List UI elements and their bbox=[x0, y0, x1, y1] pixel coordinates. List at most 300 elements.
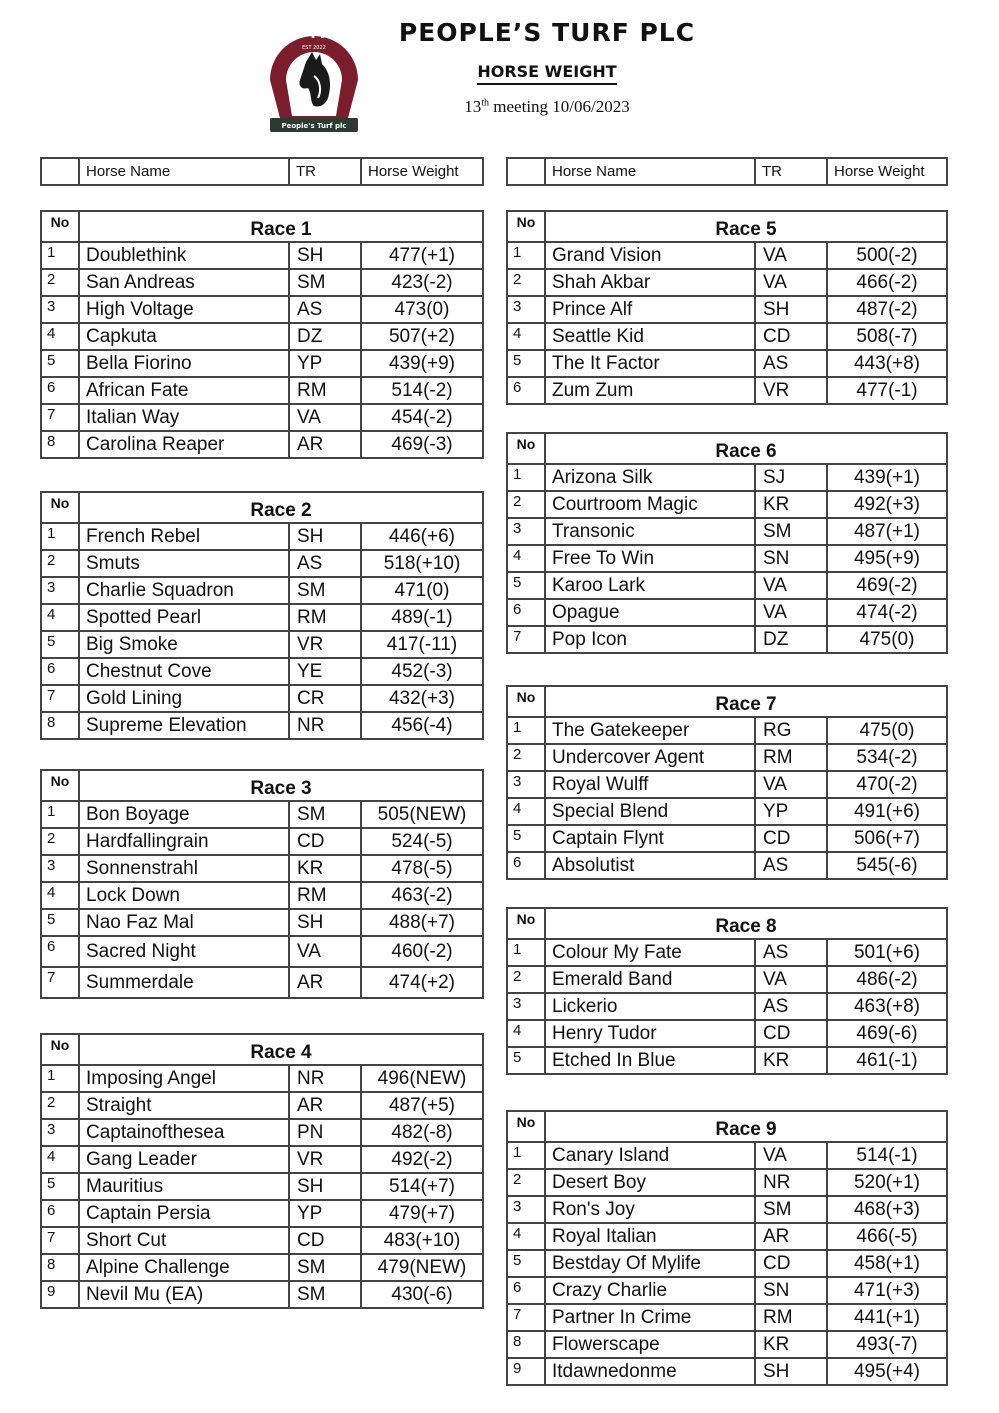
race-no-header: No bbox=[41, 492, 79, 523]
table-row bbox=[507, 993, 947, 1020]
trainer-code: SM bbox=[289, 801, 361, 828]
table-row bbox=[41, 631, 483, 658]
trainer-code: SM bbox=[289, 1254, 361, 1281]
table-row bbox=[507, 296, 947, 323]
trainer-code: RM bbox=[289, 604, 361, 631]
horse-weight: 505(NEW) bbox=[361, 801, 483, 828]
horse-weight: 483(+10) bbox=[361, 1227, 483, 1254]
table-row bbox=[41, 967, 483, 998]
horse-name: Special Blend bbox=[545, 798, 755, 825]
header-no-cell bbox=[507, 158, 545, 185]
table-row bbox=[41, 1173, 483, 1200]
horse-name: French Rebel bbox=[79, 523, 289, 550]
horse-weight: 441(+1) bbox=[827, 1304, 947, 1331]
horse-weight: 501(+6) bbox=[827, 939, 947, 966]
table-row bbox=[41, 550, 483, 577]
table-row bbox=[507, 1020, 947, 1047]
horse-number: 4 bbox=[507, 1020, 545, 1047]
horse-weight: 473(0) bbox=[361, 296, 483, 323]
horse-weight: 443(+8) bbox=[827, 350, 947, 377]
header-horse-weight: Horse Weight bbox=[827, 158, 947, 185]
horse-name: Henry Tudor bbox=[545, 1020, 755, 1047]
horse-weight: 474(-2) bbox=[827, 599, 947, 626]
horse-name: Nevil Mu (EA) bbox=[79, 1281, 289, 1308]
horse-number: 1 bbox=[507, 1142, 545, 1169]
trainer-code: SM bbox=[755, 1196, 827, 1223]
horse-name: Mauritius bbox=[79, 1173, 289, 1200]
trainer-code: SJ bbox=[755, 464, 827, 491]
horse-number: 3 bbox=[41, 296, 79, 323]
horse-number: 1 bbox=[507, 717, 545, 744]
horse-number: 5 bbox=[41, 1173, 79, 1200]
horse-name: Supreme Elevation bbox=[79, 712, 289, 739]
horse-name: Bestday Of Mylife bbox=[545, 1250, 755, 1277]
race-9-table bbox=[506, 1110, 948, 1386]
horse-name: Flowerscape bbox=[545, 1331, 755, 1358]
horse-weight: 478(-5) bbox=[361, 855, 483, 882]
horse-name: Smuts bbox=[79, 550, 289, 577]
horse-weight: 492(-2) bbox=[361, 1146, 483, 1173]
table-row bbox=[41, 1092, 483, 1119]
horse-weight: 486(-2) bbox=[827, 966, 947, 993]
column-header-right bbox=[506, 157, 948, 186]
horse-name: Royal Italian bbox=[545, 1223, 755, 1250]
table-row bbox=[507, 1331, 947, 1358]
trainer-code: SH bbox=[289, 1173, 361, 1200]
table-row bbox=[41, 712, 483, 739]
horse-weight: 454(-2) bbox=[361, 404, 483, 431]
table-row bbox=[507, 377, 947, 404]
horse-number: 1 bbox=[41, 801, 79, 828]
table-row bbox=[507, 464, 947, 491]
horse-name: Transonic bbox=[545, 518, 755, 545]
table-row bbox=[507, 717, 947, 744]
race-title: Race 4 bbox=[79, 1034, 483, 1065]
horse-number: 7 bbox=[507, 1304, 545, 1331]
horse-name: Absolutist bbox=[545, 852, 755, 879]
race-6-table bbox=[506, 432, 948, 654]
table-row bbox=[507, 1142, 947, 1169]
table-row bbox=[507, 1358, 947, 1385]
race-header-row bbox=[507, 686, 947, 717]
horse-name: Colour My Fate bbox=[545, 939, 755, 966]
trainer-code: SM bbox=[289, 1281, 361, 1308]
horse-name: Bella Fiorino bbox=[79, 350, 289, 377]
table-row bbox=[507, 939, 947, 966]
trainer-code: KR bbox=[289, 855, 361, 882]
horse-weight: 477(+1) bbox=[361, 242, 483, 269]
race-title: Race 6 bbox=[545, 433, 947, 464]
table-row bbox=[41, 404, 483, 431]
horse-name: Courtroom Magic bbox=[545, 491, 755, 518]
horse-weight: 495(+4) bbox=[827, 1358, 947, 1385]
table-row bbox=[507, 545, 947, 572]
horse-weight: 458(+1) bbox=[827, 1250, 947, 1277]
table-row bbox=[41, 523, 483, 550]
horse-weight: 508(-7) bbox=[827, 323, 947, 350]
horse-weight: 482(-8) bbox=[361, 1119, 483, 1146]
race-no-header: No bbox=[41, 770, 79, 801]
table-row bbox=[507, 1223, 947, 1250]
trainer-code: VR bbox=[755, 377, 827, 404]
horse-name: Lickerio bbox=[545, 993, 755, 1020]
horse-number: 5 bbox=[507, 1250, 545, 1277]
trainer-code: VA bbox=[755, 269, 827, 296]
horse-name: Italian Way bbox=[79, 404, 289, 431]
horse-weight: 474(+2) bbox=[361, 967, 483, 998]
table-row bbox=[41, 1200, 483, 1227]
horse-name: Hardfallingrain bbox=[79, 828, 289, 855]
trainer-code: AR bbox=[755, 1223, 827, 1250]
trainer-code: YP bbox=[289, 350, 361, 377]
race-8-table bbox=[506, 907, 948, 1075]
horse-name: Pop Icon bbox=[545, 626, 755, 653]
logo-banner-text: People's Turf plc bbox=[281, 122, 347, 130]
trainer-code: VA bbox=[755, 242, 827, 269]
horse-name: Bon Boyage bbox=[79, 801, 289, 828]
logo-est-text: EST 2022 bbox=[302, 45, 326, 51]
table-row bbox=[507, 825, 947, 852]
trainer-code: SN bbox=[755, 545, 827, 572]
trainer-code: SH bbox=[755, 1358, 827, 1385]
horse-weight: 466(-2) bbox=[827, 269, 947, 296]
race-title: Race 8 bbox=[545, 908, 947, 939]
trainer-code: SH bbox=[755, 296, 827, 323]
horse-weight: 446(+6) bbox=[361, 523, 483, 550]
trainer-code: VA bbox=[755, 771, 827, 798]
trainer-code: DZ bbox=[289, 323, 361, 350]
horse-weight: 463(-2) bbox=[361, 882, 483, 909]
horse-weight: 493(-7) bbox=[827, 1331, 947, 1358]
horse-number: 2 bbox=[41, 550, 79, 577]
table-row bbox=[507, 966, 947, 993]
document-subtitle: HORSE WEIGHT bbox=[360, 62, 734, 82]
trainer-code: SH bbox=[289, 242, 361, 269]
horse-name: Doublethink bbox=[79, 242, 289, 269]
table-row bbox=[507, 1277, 947, 1304]
horse-name: Captainofthesea bbox=[79, 1119, 289, 1146]
horse-weight: 488(+7) bbox=[361, 909, 483, 936]
horse-name: The It Factor bbox=[545, 350, 755, 377]
trainer-code: VA bbox=[755, 572, 827, 599]
horse-name: Charlie Squadron bbox=[79, 577, 289, 604]
horse-name: Royal Wulff bbox=[545, 771, 755, 798]
table-row bbox=[507, 771, 947, 798]
horse-weight: 466(-5) bbox=[827, 1223, 947, 1250]
horse-name: Etched In Blue bbox=[545, 1047, 755, 1074]
horse-number: 6 bbox=[507, 1277, 545, 1304]
horse-number: 2 bbox=[41, 269, 79, 296]
horse-weight: 452(-3) bbox=[361, 658, 483, 685]
race-4-table bbox=[40, 1033, 484, 1309]
horse-number: 5 bbox=[41, 631, 79, 658]
horse-weight: 423(-2) bbox=[361, 269, 483, 296]
horse-number: 8 bbox=[41, 712, 79, 739]
table-row bbox=[507, 269, 947, 296]
race-title: Race 1 bbox=[79, 211, 483, 242]
ptp-logo bbox=[262, 18, 366, 136]
horse-name: Gang Leader bbox=[79, 1146, 289, 1173]
horse-number: 1 bbox=[507, 464, 545, 491]
horse-weight: 518(+10) bbox=[361, 550, 483, 577]
table-row bbox=[507, 350, 947, 377]
horse-number: 4 bbox=[507, 323, 545, 350]
horse-number: 4 bbox=[41, 882, 79, 909]
horse-number: 4 bbox=[41, 604, 79, 631]
table-row bbox=[507, 1047, 947, 1074]
horse-number: 8 bbox=[41, 431, 79, 458]
horse-weight: 477(-1) bbox=[827, 377, 947, 404]
trainer-code: AS bbox=[755, 350, 827, 377]
horse-weight: 469(-6) bbox=[827, 1020, 947, 1047]
trainer-code: AS bbox=[755, 852, 827, 879]
trainer-code: VA bbox=[755, 966, 827, 993]
table-row bbox=[507, 626, 947, 653]
horse-number: 5 bbox=[41, 350, 79, 377]
table-row bbox=[507, 744, 947, 771]
trainer-code: SM bbox=[289, 577, 361, 604]
table-row bbox=[41, 1119, 483, 1146]
horse-number: 2 bbox=[507, 1169, 545, 1196]
trainer-code: VA bbox=[755, 1142, 827, 1169]
horse-number: 8 bbox=[507, 1331, 545, 1358]
horse-weight: 456(-4) bbox=[361, 712, 483, 739]
table-row bbox=[41, 936, 483, 967]
horse-weight: 460(-2) bbox=[361, 936, 483, 967]
horse-weight: 470(-2) bbox=[827, 771, 947, 798]
trainer-code: KR bbox=[755, 1047, 827, 1074]
horse-number: 4 bbox=[507, 545, 545, 572]
horse-name: Gold Lining bbox=[79, 685, 289, 712]
horse-number: 2 bbox=[41, 1092, 79, 1119]
trainer-code: VA bbox=[755, 599, 827, 626]
table-row bbox=[41, 1281, 483, 1308]
table-row bbox=[41, 1254, 483, 1281]
trainer-code: AS bbox=[755, 939, 827, 966]
horse-name: Short Cut bbox=[79, 1227, 289, 1254]
horse-weight: 495(+9) bbox=[827, 545, 947, 572]
table-row bbox=[41, 658, 483, 685]
table-row bbox=[41, 801, 483, 828]
horse-name: Imposing Angel bbox=[79, 1065, 289, 1092]
table-row bbox=[41, 350, 483, 377]
column-header-left bbox=[40, 157, 484, 186]
trainer-code: VR bbox=[289, 1146, 361, 1173]
trainer-code: SM bbox=[289, 269, 361, 296]
table-row bbox=[507, 798, 947, 825]
trainer-code: CD bbox=[289, 1227, 361, 1254]
table-row bbox=[507, 599, 947, 626]
table-row bbox=[41, 604, 483, 631]
race-title: Race 5 bbox=[545, 211, 947, 242]
horse-number: 6 bbox=[41, 658, 79, 685]
horse-weight: 461(-1) bbox=[827, 1047, 947, 1074]
horse-name: Chestnut Cove bbox=[79, 658, 289, 685]
horse-weight: 439(+1) bbox=[827, 464, 947, 491]
horse-weight: 489(-1) bbox=[361, 604, 483, 631]
horse-name: Sacred Night bbox=[79, 936, 289, 967]
race-no-header: No bbox=[41, 1034, 79, 1065]
horse-weight: 487(+1) bbox=[827, 518, 947, 545]
horse-weight: 487(-2) bbox=[827, 296, 947, 323]
horse-name: High Voltage bbox=[79, 296, 289, 323]
table-row bbox=[41, 909, 483, 936]
table-row bbox=[41, 296, 483, 323]
horse-weight: 487(+5) bbox=[361, 1092, 483, 1119]
horse-number: 9 bbox=[507, 1358, 545, 1385]
horse-number: 1 bbox=[507, 242, 545, 269]
horse-name: Sonnenstrahl bbox=[79, 855, 289, 882]
race-header-row bbox=[41, 770, 483, 801]
horse-weight: 469(-3) bbox=[361, 431, 483, 458]
table-row bbox=[507, 852, 947, 879]
header-horse-name: Horse Name bbox=[545, 158, 755, 185]
horse-weight: 491(+6) bbox=[827, 798, 947, 825]
horse-name: Straight bbox=[79, 1092, 289, 1119]
horse-number: 7 bbox=[507, 626, 545, 653]
horse-name: Capkuta bbox=[79, 323, 289, 350]
horse-number: 2 bbox=[41, 828, 79, 855]
table-row bbox=[41, 377, 483, 404]
table-row bbox=[41, 323, 483, 350]
race-no-header: No bbox=[507, 433, 545, 464]
horse-number: 1 bbox=[41, 1065, 79, 1092]
horse-name: Lock Down bbox=[79, 882, 289, 909]
trainer-code: KR bbox=[755, 491, 827, 518]
horse-name: Emerald Band bbox=[545, 966, 755, 993]
horse-name: Spotted Pearl bbox=[79, 604, 289, 631]
horse-weight: 479(+7) bbox=[361, 1200, 483, 1227]
trainer-code: CD bbox=[755, 825, 827, 852]
race-7-table bbox=[506, 685, 948, 880]
race-header-row bbox=[507, 908, 947, 939]
horse-name: Seattle Kid bbox=[545, 323, 755, 350]
trainer-code: YP bbox=[755, 798, 827, 825]
table-row bbox=[507, 1169, 947, 1196]
horse-name: Crazy Charlie bbox=[545, 1277, 755, 1304]
horse-name: Arizona Silk bbox=[545, 464, 755, 491]
trainer-code: NR bbox=[289, 712, 361, 739]
race-header-row bbox=[41, 1034, 483, 1065]
horse-name: Opague bbox=[545, 599, 755, 626]
horse-weight: 506(+7) bbox=[827, 825, 947, 852]
race-5-table bbox=[506, 210, 948, 405]
horse-number: 1 bbox=[507, 939, 545, 966]
trainer-code: VR bbox=[289, 631, 361, 658]
horse-number: 2 bbox=[507, 491, 545, 518]
horse-weight: 430(-6) bbox=[361, 1281, 483, 1308]
horse-name: Alpine Challenge bbox=[79, 1254, 289, 1281]
horse-number: 7 bbox=[41, 1227, 79, 1254]
horse-weight: 520(+1) bbox=[827, 1169, 947, 1196]
horse-name: Nao Faz Mal bbox=[79, 909, 289, 936]
race-no-header: No bbox=[507, 908, 545, 939]
table-row bbox=[41, 431, 483, 458]
horse-weight: 545(-6) bbox=[827, 852, 947, 879]
horse-weight: 514(+7) bbox=[361, 1173, 483, 1200]
horse-number: 4 bbox=[507, 1223, 545, 1250]
race-title: Race 7 bbox=[545, 686, 947, 717]
horse-weight: 432(+3) bbox=[361, 685, 483, 712]
horse-number: 2 bbox=[507, 269, 545, 296]
horse-number: 4 bbox=[41, 1146, 79, 1173]
horse-name: Captain Persia bbox=[79, 1200, 289, 1227]
horse-name: Prince Alf bbox=[545, 296, 755, 323]
horse-number: 8 bbox=[41, 1254, 79, 1281]
race-title: Race 9 bbox=[545, 1111, 947, 1142]
horse-number: 6 bbox=[41, 1200, 79, 1227]
table-row bbox=[507, 242, 947, 269]
trainer-code: YP bbox=[289, 1200, 361, 1227]
trainer-code: CR bbox=[289, 685, 361, 712]
trainer-code: CD bbox=[289, 828, 361, 855]
table-row bbox=[41, 685, 483, 712]
horse-weight: 524(-5) bbox=[361, 828, 483, 855]
horse-name: Desert Boy bbox=[545, 1169, 755, 1196]
table-row bbox=[41, 1146, 483, 1173]
horse-name: Karoo Lark bbox=[545, 572, 755, 599]
trainer-code: CD bbox=[755, 1020, 827, 1047]
horse-number: 6 bbox=[507, 599, 545, 626]
table-row bbox=[507, 323, 947, 350]
header-tr: TR bbox=[289, 158, 361, 185]
horse-number: 6 bbox=[41, 936, 79, 967]
table-row bbox=[41, 1227, 483, 1254]
logo-ptp-text: PTP bbox=[295, 26, 333, 42]
trainer-code: AS bbox=[289, 296, 361, 323]
horse-weight: 469(-2) bbox=[827, 572, 947, 599]
horse-weight: 534(-2) bbox=[827, 744, 947, 771]
trainer-code: PN bbox=[289, 1119, 361, 1146]
trainer-code: NR bbox=[289, 1065, 361, 1092]
trainer-code: AS bbox=[755, 993, 827, 1020]
table-row bbox=[507, 1196, 947, 1223]
race-no-header: No bbox=[507, 1111, 545, 1142]
horse-weight: 500(-2) bbox=[827, 242, 947, 269]
horse-number: 4 bbox=[41, 323, 79, 350]
trainer-code: AR bbox=[289, 967, 361, 998]
horse-number: 3 bbox=[507, 993, 545, 1020]
trainer-code: RM bbox=[289, 882, 361, 909]
horse-name: Shah Akbar bbox=[545, 269, 755, 296]
horse-name: Big Smoke bbox=[79, 631, 289, 658]
table-row bbox=[41, 855, 483, 882]
horse-weight: 463(+8) bbox=[827, 993, 947, 1020]
trainer-code: RM bbox=[755, 744, 827, 771]
race-no-header: No bbox=[507, 211, 545, 242]
race-1-table bbox=[40, 210, 484, 459]
trainer-code: VA bbox=[289, 404, 361, 431]
trainer-code: CD bbox=[755, 323, 827, 350]
horse-number: 3 bbox=[507, 296, 545, 323]
trainer-code: RM bbox=[289, 377, 361, 404]
horse-number: 3 bbox=[507, 518, 545, 545]
horse-number: 7 bbox=[41, 685, 79, 712]
horse-weight: 417(-11) bbox=[361, 631, 483, 658]
horse-weight: 468(+3) bbox=[827, 1196, 947, 1223]
table-row bbox=[41, 577, 483, 604]
horse-name: Undercover Agent bbox=[545, 744, 755, 771]
trainer-code: SH bbox=[289, 909, 361, 936]
horse-number: 3 bbox=[507, 1196, 545, 1223]
horse-weight: 479(NEW) bbox=[361, 1254, 483, 1281]
trainer-code: SN bbox=[755, 1277, 827, 1304]
trainer-code: RG bbox=[755, 717, 827, 744]
race-no-header: No bbox=[41, 211, 79, 242]
horse-weight: 507(+2) bbox=[361, 323, 483, 350]
horse-name: The Gatekeeper bbox=[545, 717, 755, 744]
trainer-code: KR bbox=[755, 1331, 827, 1358]
